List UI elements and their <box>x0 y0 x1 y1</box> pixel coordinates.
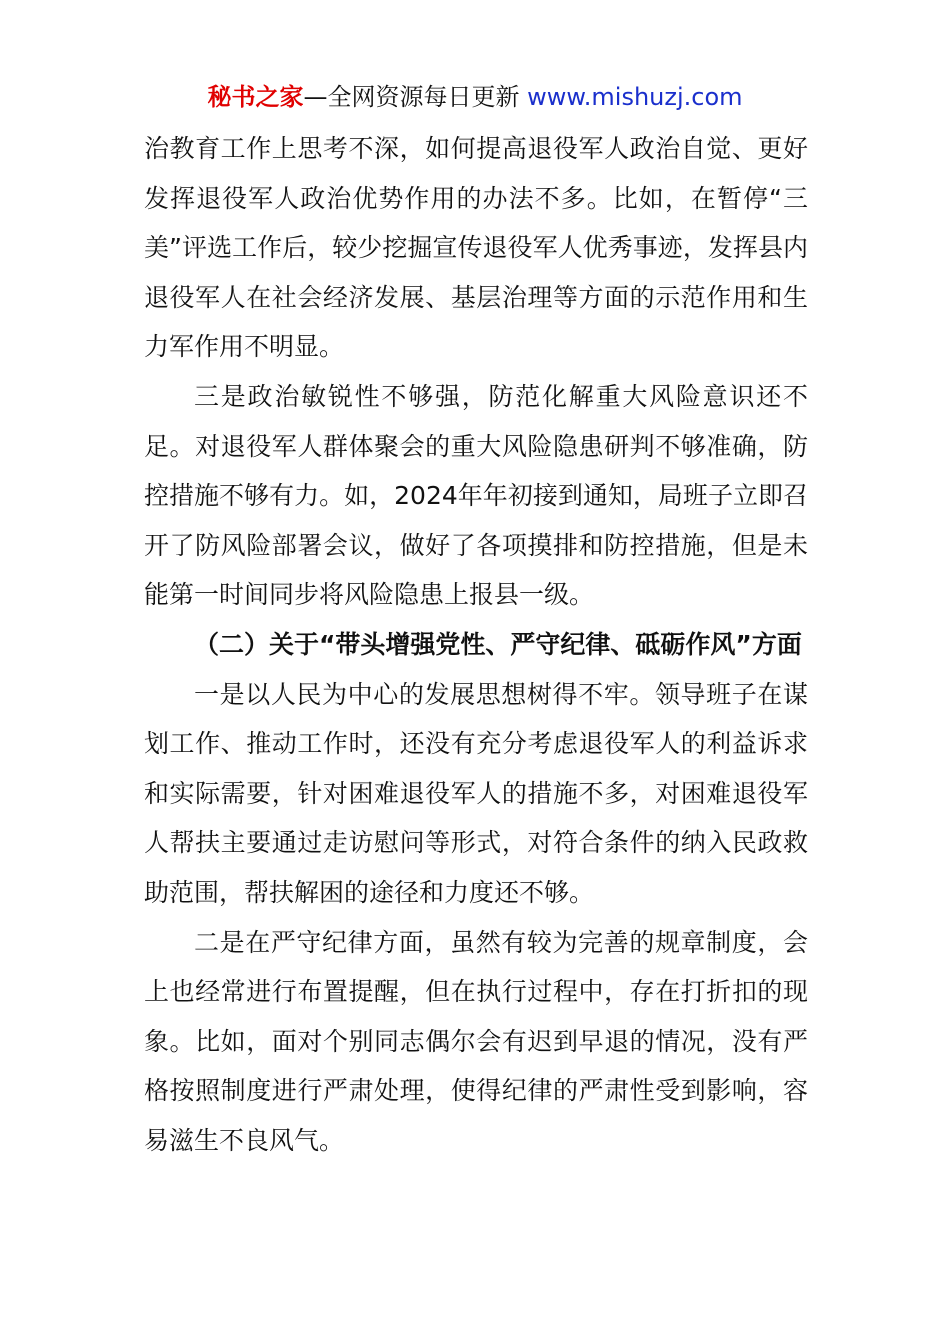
site-header <box>0 80 950 114</box>
brand-name: 秘书之家 <box>207 83 304 111</box>
paragraph-point-one: 一是以人民为中心的发展思想树得不牢。领导班子在谋划工作、推动工作时，还没有充分考虑退役军人的利益诉求和实际需要，针对困难退役军人的措施不多，对困难退役军人帮扶主要通过走访慰问等形式，对符合条件的纳入民政救助范围，帮扶解困的途径和力度还不够。 <box>144 679 808 907</box>
section-heading: （二）关于“带头增强党性、严守纪律、砥砺作风”方面 <box>194 629 802 659</box>
header-tagline: —全网资源每日更新 <box>303 83 528 111</box>
site-url-link[interactable]: www.mishuzj.com <box>527 83 743 111</box>
document-body <box>144 124 808 1165</box>
paragraph-point-two: 二是在严守纪律方面，虽然有较为完善的规章制度，会上也经常进行布置提醒，但在执行过程中，存在打折扣的现象。比如，面对个别同志偶尔会有迟到早退的情况，没有严格按照制度进行严肃处理，使得纪律的严肃性受到影响，容易滋生不良风气。 <box>144 927 808 1155</box>
paragraph-point-three: 三是政治敏锐性不够强，防范化解重大风险意识还不足。对退役军人群体聚会的重大风险隐患研判不够准确，防控措施不够有力。如，2024年年初接到通知，局班子立即召开了防风险部署会议，做好了各项摸排和防控措施，但是未能第一时间同步将风险隐患上报县一级。 <box>144 381 808 610</box>
paragraph-continued: 治教育工作上思考不深，如何提高退役军人政治自觉、更好发挥退役军人政治优势作用的办法不多。比如，在暂停“三美”评选工作后，较少挖掘宣传退役军人优秀事迹，发挥县内退役军人在社会经济发展、基层治理等方面的示范作用和生力军作用不明显。 <box>144 134 808 362</box>
